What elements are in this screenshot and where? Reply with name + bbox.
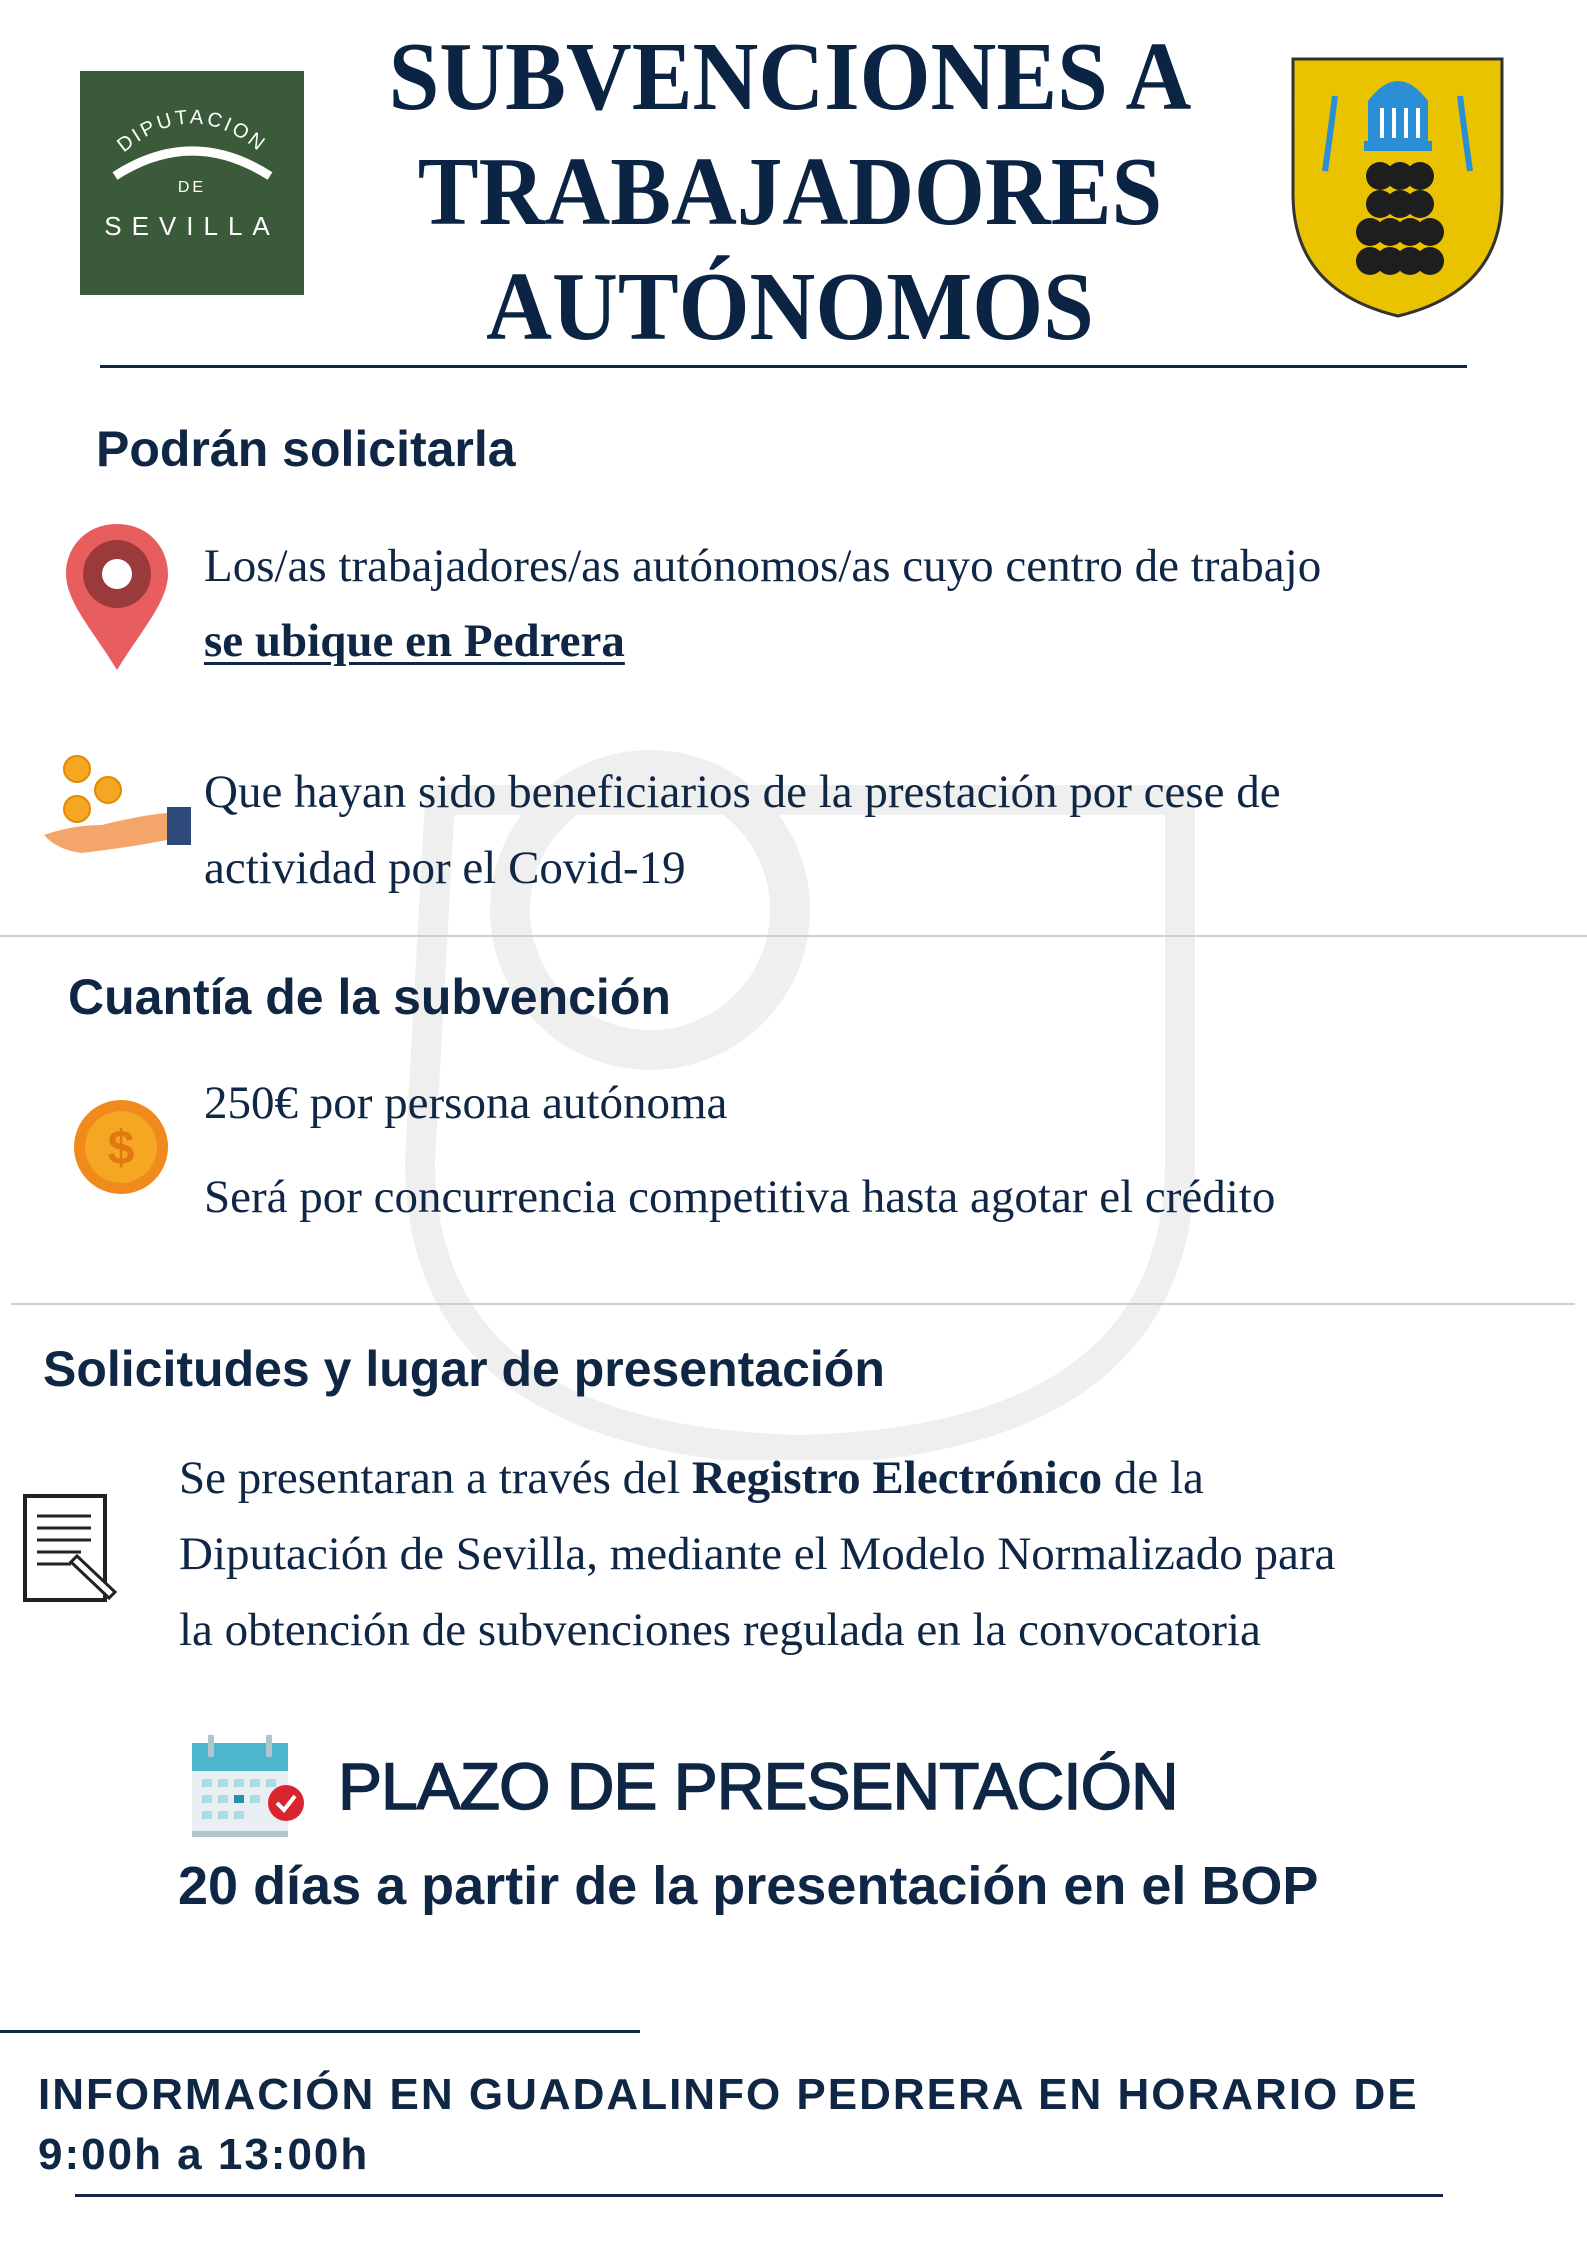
highlight-location: se ubique en Pedrera	[204, 615, 625, 667]
submission-text-post: de la	[1102, 1452, 1204, 1504]
deadline-heading: PLAZO DE PRESENTACIÓN	[338, 1749, 1178, 1823]
item1-line1: Los/as trabajadores/as autónomos/as cuyo centro de trabajo	[204, 540, 1322, 592]
item1-line2	[204, 603, 625, 679]
title-line-1: SUBVENCIONES A	[388, 23, 1192, 131]
footer-divider-top	[0, 2030, 640, 2033]
amount-text: 250€ por persona autónoma	[204, 1077, 728, 1129]
title-divider	[100, 365, 1467, 368]
deadline-text: 20 días a partir de la presentación en el BOP	[178, 1856, 1319, 1916]
section-heading-solicitudes: Solicitudes y lugar de presentación	[43, 1341, 885, 1397]
allocation-note: Será por concurrencia competitiva hasta agotar el crédito	[204, 1171, 1276, 1223]
svg-text:$: $	[107, 1122, 135, 1175]
section-divider-1	[0, 935, 1587, 937]
logo-text-diputacion: DIPUTACION	[113, 106, 271, 157]
item2-line2: actividad por el Covid-19	[204, 842, 686, 894]
section-heading-podran: Podrán solicitarla	[96, 421, 516, 477]
footer-hours: 9:00h a 13:00h	[38, 2130, 370, 2179]
money-hand-icon	[42, 755, 194, 855]
title-line-2: TRABAJADORES	[417, 138, 1163, 246]
section-heading-cuantia: Cuantía de la subvención	[68, 969, 671, 1025]
footer-divider-bottom	[75, 2194, 1443, 2197]
location-pin-icon	[64, 522, 170, 672]
item2-line1: Que hayan sido beneficiarios de la prestación por cese de	[204, 766, 1281, 818]
logo-text-sevilla: SEVILLA	[104, 211, 280, 241]
pedrera-coat-of-arms	[1290, 56, 1506, 320]
submission-line1	[179, 1440, 1204, 1516]
section-divider-2	[11, 1303, 1575, 1305]
diputacion-sevilla-logo	[80, 71, 304, 295]
submission-text-pre: Se presentaran a través del	[179, 1452, 692, 1504]
title-line-3: AUTÓNOMOS	[486, 253, 1094, 361]
document-icon	[21, 1492, 119, 1606]
logo-text-de: DE	[177, 179, 207, 196]
dollar-coin-icon	[72, 1098, 170, 1196]
submission-line2: Diputación de Sevilla, mediante el Modelo Normalizado para	[179, 1528, 1336, 1580]
submission-line3: la obtención de subvenciones regulada en la convocatoria	[179, 1604, 1261, 1656]
footer-info-line1: INFORMACIÓN EN GUADALINFO PEDRERA EN HORARIO DE	[38, 2070, 1419, 2119]
calendar-check-icon	[190, 1733, 308, 1839]
registro-electronico: Registro Electrónico	[691, 1452, 1103, 1504]
